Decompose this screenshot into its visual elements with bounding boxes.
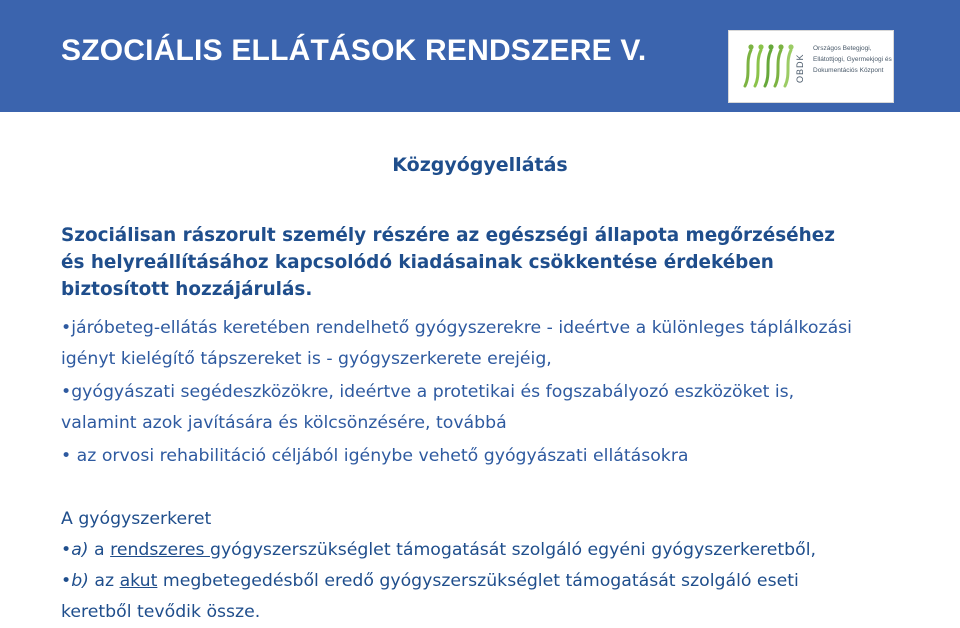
item-a-pre: a bbox=[88, 540, 111, 560]
list-item-b-continuation: keretből tevődik össze. bbox=[61, 602, 261, 622]
obdk-logo bbox=[728, 30, 894, 103]
list-item-b bbox=[61, 566, 901, 597]
drug-allowance-section bbox=[61, 504, 901, 628]
item-a-prefix: a) bbox=[71, 540, 89, 560]
bullet-b: • bbox=[61, 571, 72, 591]
logo-acronym: OBDK bbox=[795, 53, 805, 83]
bullet-a: • bbox=[61, 540, 72, 560]
slide-title: SZOCIÁLIS ELLÁTÁSOK RENDSZERE V. bbox=[61, 34, 647, 67]
logo-wave-icon bbox=[737, 40, 797, 94]
item-a-rest: gyógyszerszükséglet támogatását szolgáló egyéni gyógyszerkeretből, bbox=[209, 540, 817, 560]
item-b-underlined: akut bbox=[119, 571, 158, 591]
logo-line-3: Dokumentációs Központ bbox=[813, 67, 884, 74]
item-b-rest: megbetegedésből eredő gyógyszerszükséglet támogatását szolgáló eseti bbox=[157, 571, 799, 591]
logo-line-2: Ellátottjogi, Gyermekjogi és bbox=[813, 56, 892, 63]
intro-paragraph: Szociálisan rászorult személy részére az egészségi állapota megőrzéséhez és helyreállításához kapcsolódó kiadásainak csökkentése érdekében biztosított hozzájárulás. bbox=[61, 225, 835, 300]
list-item-a bbox=[61, 535, 901, 566]
list-item-medicines: •járóbeteg-ellátás keretében rendelhető gyógyszerekre - ideértve a különleges táplálkozási igényt kielégítő tápszereket is - gyógyszerkerete erejéig, bbox=[61, 318, 852, 369]
logo-caption bbox=[813, 43, 893, 76]
section-heading: Közgyógyellátás bbox=[392, 154, 568, 176]
logo-line-1: Országos Betegjogi, bbox=[813, 45, 872, 52]
list-item-rehabilitation: • az orvosi rehabilitáció céljából igénybe vehető gyógyászati ellátásokra bbox=[61, 446, 689, 466]
item-b-pre: az bbox=[88, 571, 120, 591]
title-bar bbox=[0, 0, 960, 112]
drug-allowance-label: A gyógyszerkeret bbox=[61, 509, 212, 529]
item-b-prefix: b) bbox=[71, 571, 89, 591]
list-item-aids: •gyógyászati segédeszközökre, ideértve a protetikai és fogszabályozó eszközöket is, valamint azok javítására és kölcsönzésére, továbbá bbox=[61, 382, 795, 433]
benefit-list bbox=[61, 313, 861, 472]
item-a-underlined: rendszeres bbox=[110, 540, 210, 560]
